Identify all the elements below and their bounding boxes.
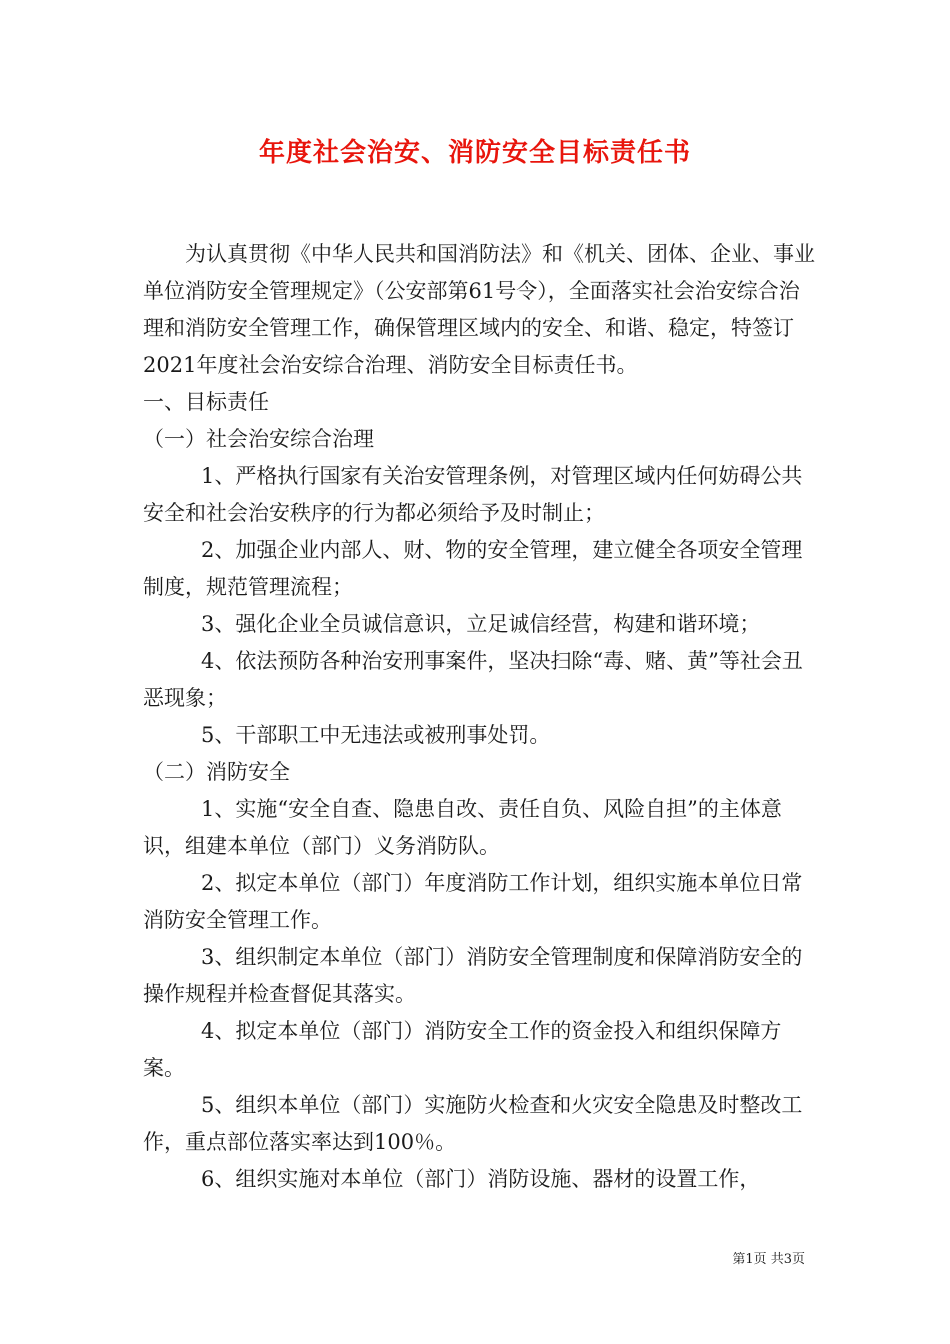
intro-paragraph: 为认真贯彻《中华人民共和国消防法》和《机关、团体、企业、事业单位消防安全管理规定》（公安部第61号令），全面落实社会治安综合治理和消防安全管理工作，确保管理区域内的安全、和谐、稳定，特签订2021年度社会治安综合治理、消防安全目标责任书。 <box>143 242 815 377</box>
list-item: 5、组织本单位（部门）实施防火检查和火灾安全隐患及时整改工作，重点部位落实率达到100％。 <box>143 1093 803 1154</box>
list-item: 2、拟定本单位（部门）年度消防工作计划，组织实施本单位日常消防安全管理工作。 <box>143 871 803 932</box>
list-item: 3、强化企业全员诚信意识，立足诚信经营，构建和谐环境； <box>201 612 761 636</box>
list-item: 2、加强企业内部人、财、物的安全管理，建立健全各项安全管理制度，规范管理流程； <box>143 538 803 599</box>
document-title: 年度社会治安、消防安全目标责任书 <box>258 138 691 168</box>
list-item: 4、依法预防各种治安刑事案件，坚决扫除“毒、赌、黄”等社会丑恶现象； <box>143 649 803 710</box>
list-item: 3、组织制定本单位（部门）消防安全管理制度和保障消防安全的操作规程并检查督促其落实。 <box>143 945 803 1006</box>
list-item: 5、干部职工中无违法或被刑事处罚。 <box>201 723 551 747</box>
list-item: 4、拟定本单位（部门）消防安全工作的资金投入和组织保障方案。 <box>143 1019 782 1080</box>
list-item: 6、组织实施对本单位（部门）消防设施、器材的设置工作， <box>201 1167 761 1191</box>
list-item: 1、严格执行国家有关治安管理条例，对管理区域内任何妨碍公共安全和社会治安秩序的行为都必须给予及时制止； <box>143 464 803 525</box>
subsection-heading-public-security: （一）社会治安综合治理 <box>143 427 374 451</box>
document-body <box>143 236 815 1198</box>
page-number-footer: 第1页 共3页 <box>732 1252 805 1267</box>
section-heading-targets: 一、目标责任 <box>143 390 269 414</box>
subsection-heading-fire-safety: （二）消防安全 <box>143 760 290 784</box>
list-item: 1、实施“安全自查、隐患自改、责任自负、风险自担”的主体意识，组建本单位（部门）义务消防队。 <box>143 797 782 858</box>
